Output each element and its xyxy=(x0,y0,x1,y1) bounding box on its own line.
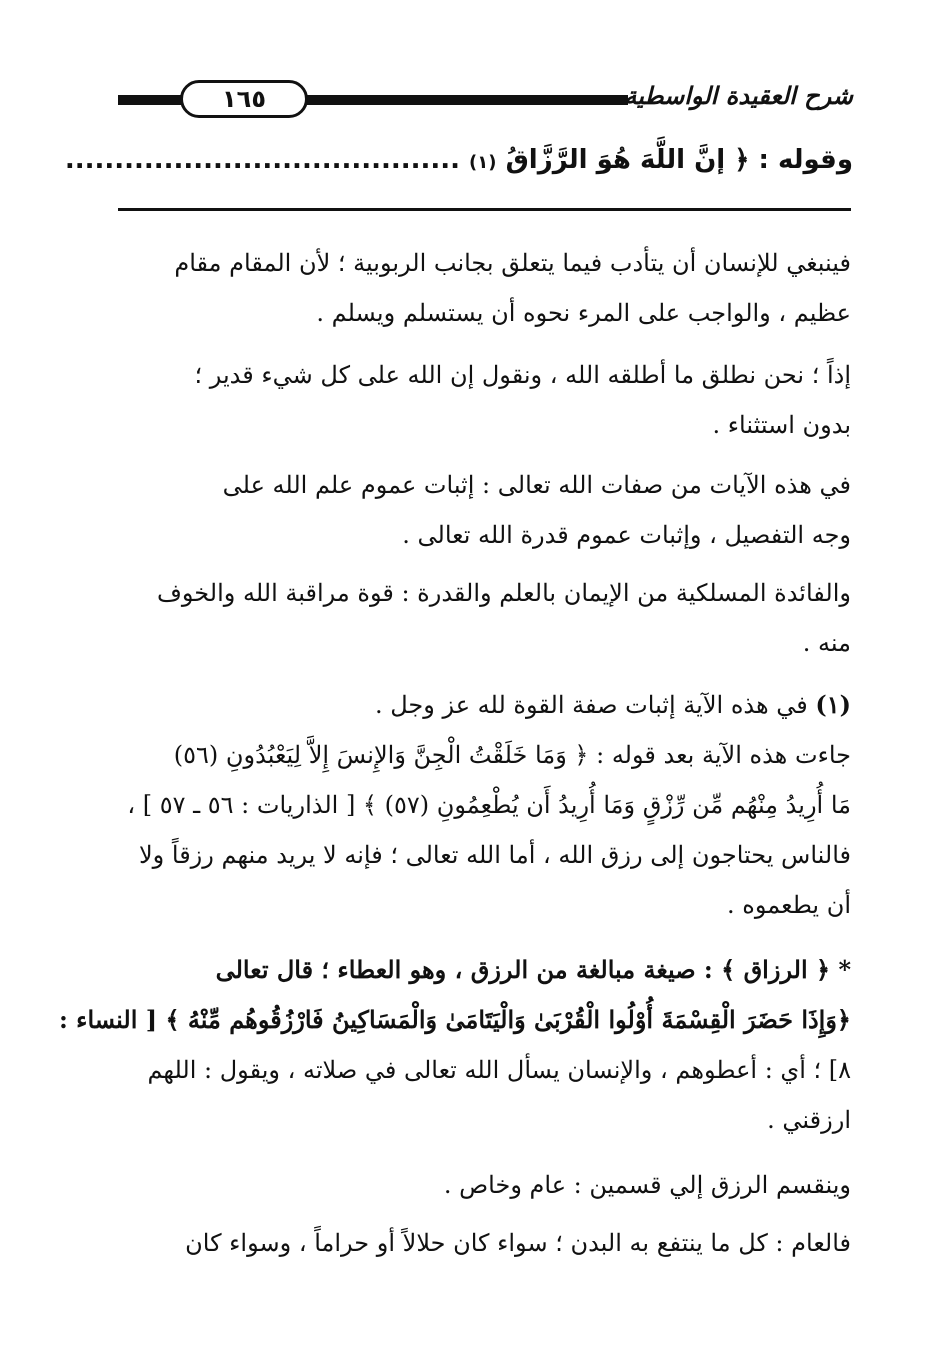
text-line: ﴿وَإِذَا حَضَرَ الْقِسْمَةَ أُوْلُوا الْقُرْبَىٰ وَالْيَتَامَىٰ وَالْمَسَاكِينُ فَارْزُقُوهُم مِّنْهُ ﴾ [ النساء : xyxy=(58,1005,851,1034)
text-line: والفائدة المسلكية من الإيمان بالعلم والقدرة : قوة مراقبة الله والخوف xyxy=(157,579,851,607)
footnote-verse-paragraph xyxy=(118,730,851,930)
text-line: وينقسم الرزق إلي قسمين : عام وخاص . xyxy=(443,1171,851,1199)
footnote-general xyxy=(118,1218,851,1268)
text-line: فينبغي للإنسان أن يتأدب فيما يتعلق بجانب الربوبية ؛ لأن المقام مقام xyxy=(174,249,851,277)
footnote-text: في هذه الآية إثبات صفة القوة لله عز وجل . xyxy=(374,691,808,719)
paragraph-3 xyxy=(118,460,851,560)
text-line: إذاً ؛ نحن نطلق ما أطلقه الله ، ونقول إن الله على كل شيء قدير ؛ xyxy=(194,361,851,389)
footnote-reference: (١) xyxy=(469,152,497,173)
footnote-razzaq-paragraph xyxy=(58,945,851,1145)
footnote-division xyxy=(118,1160,851,1210)
book-title: شرح العقيدة الواسطية xyxy=(624,82,853,110)
text-line: ارزقني . xyxy=(767,1106,851,1134)
text-line: * ﴿ الرزاق ﴾ : صيغة مبالغة من الرزق ، وهو العطاء ؛ قال تعالى xyxy=(215,955,851,984)
text-line: فالعام : كل ما ينتفع به البدن ؛ سواء كان حلالاً أو حراماً ، وسواء كان xyxy=(185,1229,851,1257)
text-line: مَا أُرِيدُ مِنْهُم مِّن رِّزْقٍ وَمَا أُرِيدُ أَن يُطْعِمُونِ (٥٧) ﴾ [ الذاريات : ٥٦ ـ ٥٧ ] ، xyxy=(127,791,851,819)
text-line: ٨] ؛ أي : أعطوهم ، والإنسان يسأل الله تعالى في صلاته ، ويقول : اللهم xyxy=(147,1056,851,1084)
paragraph-4 xyxy=(118,568,851,668)
quran-quote: ﴿ إنَّ اللَّهَ هُوَ الرَّزَّاقُ xyxy=(505,145,750,175)
topic-prefix: وقوله : xyxy=(758,145,853,175)
page-header xyxy=(118,78,853,124)
paragraph-1 xyxy=(118,238,851,338)
text-line: أن يطعموه . xyxy=(727,891,851,919)
footnote-intro xyxy=(118,680,851,730)
paragraph-2 xyxy=(118,350,851,450)
text-line: وجه التفصيل ، وإثبات عموم قدرة الله تعالى . xyxy=(402,521,851,549)
text-line: عظيم ، والواجب على المرء نحوه أن يستسلم ويسلم . xyxy=(316,299,851,327)
leader-dots: ........................................ xyxy=(64,145,460,175)
text-line: فالناس يحتاجون إلى رزق الله ، أما الله تعالى ؛ فإنه لا يريد منهم رزقاً ولا xyxy=(138,841,851,869)
text-line: جاءت هذه الآية بعد قوله : ﴿ وَمَا خَلَقْتُ الْجِنَّ وَالإِنسَ إِلاَّ لِيَعْبُدُونِ (٥٦) xyxy=(173,741,851,769)
page-number: ١٦٥ xyxy=(180,80,308,118)
footnote-number: (١) xyxy=(815,690,851,719)
text-line: بدون استثناء . xyxy=(712,411,851,439)
text-line: منه . xyxy=(802,629,851,657)
text-line: في هذه الآيات من صفات الله تعالى : إثبات عموم علم الله على xyxy=(222,471,851,499)
topic-heading xyxy=(64,145,853,185)
section-divider xyxy=(118,208,851,211)
